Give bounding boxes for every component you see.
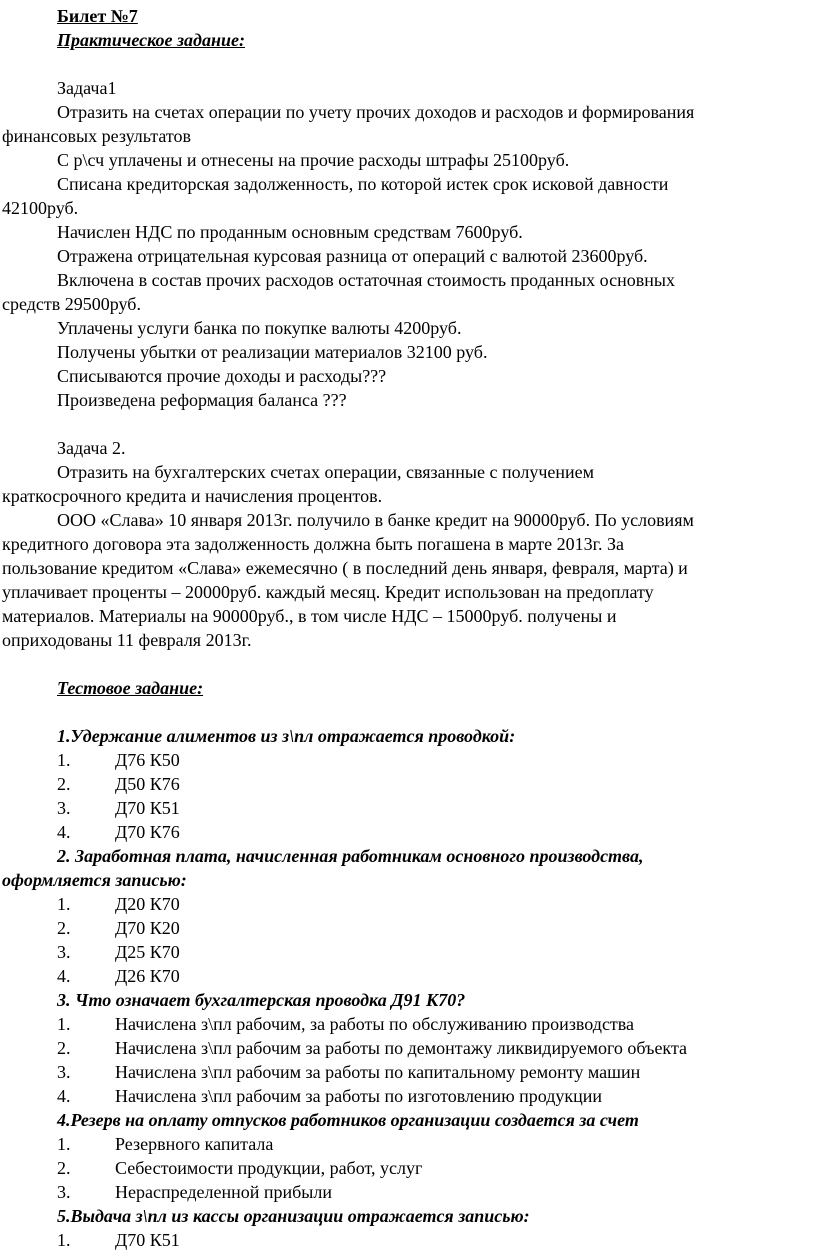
answer-option	[0, 820, 816, 844]
body-line: пользование кредитом «Слава» ежемесячно ( в последний день января, февраля, марта) и	[2, 558, 688, 578]
option-number: 1.	[57, 1134, 71, 1154]
answer-option	[0, 1060, 816, 1084]
option-text: Д26 К70	[115, 966, 180, 986]
document-content	[0, 4, 816, 1252]
body-line: Отразить на бухгалтерских счетах операции, связанные с получением	[57, 462, 595, 482]
body-line: средств 29500руб.	[2, 294, 141, 314]
option-text: Д76 К50	[115, 750, 180, 770]
option-text: Резервного капитала	[115, 1134, 274, 1154]
blank-line	[0, 652, 816, 676]
answer-option	[0, 1156, 816, 1180]
answer-option	[0, 892, 816, 916]
body-line: С р\сч уплачены и отнесены на прочие расходы штрафы 25100руб.	[57, 150, 570, 170]
option-text: Д20 К70	[115, 894, 180, 914]
section-heading: Практическое задание:	[57, 30, 245, 50]
answer-option	[0, 1180, 816, 1204]
body-line: оприходованы 11 февраля 2013г.	[2, 630, 252, 650]
body-line: уплачивает проценты – 20000руб. каждый месяц. Кредит использован на предоплату	[2, 582, 654, 602]
option-text: Д70 К51	[115, 798, 180, 818]
option-number: 2.	[57, 918, 71, 938]
option-text: Д70 К51	[115, 1230, 180, 1250]
option-number: 1.	[57, 1230, 71, 1250]
option-text: Себестоимости продукции, работ, услуг	[115, 1158, 423, 1178]
blank-line	[0, 700, 816, 724]
document-title: Билет №7	[57, 6, 138, 26]
answer-option	[0, 796, 816, 820]
question-line: оформляется записью:	[2, 870, 187, 890]
answer-option	[0, 1228, 816, 1252]
body-line: Произведена реформация баланса ???	[57, 390, 347, 410]
body-line: ООО «Слава» 10 января 2013г. получило в банке кредит на 90000руб. По условиям	[57, 510, 694, 530]
answer-option	[0, 1132, 816, 1156]
option-number: 4.	[57, 1086, 71, 1106]
option-number: 3.	[57, 1182, 71, 1202]
body-line: Получены убытки от реализации материалов 32100 руб.	[57, 342, 488, 362]
question-line: 3. Что означает бухгалтерская проводка Д91 К70?	[57, 990, 466, 1010]
body-line: Списана кредиторская задолженность, по которой истек срок исковой давности	[57, 174, 669, 194]
option-text: Д70 К20	[115, 918, 180, 938]
answer-option	[0, 1036, 816, 1060]
body-line: 42100руб.	[2, 198, 79, 218]
body-line: Начислен НДС по проданным основным средствам 7600руб.	[57, 222, 523, 242]
option-text: Д70 К76	[115, 822, 180, 842]
option-text: Начислена з\пл рабочим за работы по капитальному ремонту машин	[115, 1062, 641, 1082]
body-line: Задача1	[57, 78, 117, 98]
answer-option	[0, 1084, 816, 1108]
question-line: 1.Удержание алиментов из з\пл отражается проводкой:	[57, 726, 516, 746]
option-text: Начислена з\пл рабочим за работы по изготовлению продукции	[115, 1086, 603, 1106]
body-line: финансовых результатов	[2, 126, 192, 146]
answer-option	[0, 940, 816, 964]
answer-option	[0, 964, 816, 988]
option-number: 1.	[57, 894, 71, 914]
body-line: краткосрочного кредита и начисления процентов.	[2, 486, 383, 506]
option-number: 4.	[57, 822, 71, 842]
section-heading: Тестовое задание:	[57, 678, 204, 698]
body-line: Списываются прочие доходы и расходы???	[57, 366, 387, 386]
option-number: 2.	[57, 774, 71, 794]
body-line: материалов. Материалы на 90000руб., в том числе НДС – 15000руб. получены и	[2, 606, 617, 626]
blank-line	[0, 52, 816, 76]
option-text: Д50 К76	[115, 774, 180, 794]
option-text: Нераспределенной прибыли	[115, 1182, 333, 1202]
body-line: Отражена отрицательная курсовая разница от операций с валютой 23600руб.	[57, 246, 648, 266]
option-text: Начислена з\пл рабочим, за работы по обслуживанию производства	[115, 1014, 635, 1034]
answer-option	[0, 772, 816, 796]
option-number: 3.	[57, 1062, 71, 1082]
option-text: Д25 К70	[115, 942, 180, 962]
question-line: 4.Резерв на оплату отпусков работников организации создается за счет	[57, 1110, 639, 1130]
option-number: 2.	[57, 1038, 71, 1058]
option-text: Начислена з\пл рабочим за работы по демонтажу ликвидируемого объекта	[115, 1038, 688, 1058]
option-number: 4.	[57, 966, 71, 986]
answer-option	[0, 1012, 816, 1036]
option-number: 3.	[57, 942, 71, 962]
question-line: 2. Заработная плата, начисленная работникам основного производства,	[57, 846, 644, 866]
option-number: 2.	[57, 1158, 71, 1178]
body-line: кредитного договора эта задолженность должна быть погашена в марте 2013г. За	[2, 534, 624, 554]
body-line: Включена в состав прочих расходов остаточная стоимость проданных основных	[57, 270, 675, 290]
body-line: Задача 2.	[57, 438, 126, 458]
answer-option	[0, 916, 816, 940]
option-number: 1.	[57, 750, 71, 770]
body-line: Отразить на счетах операции по учету прочих доходов и расходов и формирования	[57, 102, 695, 122]
question-line: 5.Выдача з\пл из кассы организации отражается записью:	[57, 1206, 530, 1226]
option-number: 1.	[57, 1014, 71, 1034]
blank-line	[0, 412, 816, 436]
option-number: 3.	[57, 798, 71, 818]
answer-option	[0, 748, 816, 772]
body-line: Уплачены услуги банка по покупке валюты 4200руб.	[57, 318, 462, 338]
